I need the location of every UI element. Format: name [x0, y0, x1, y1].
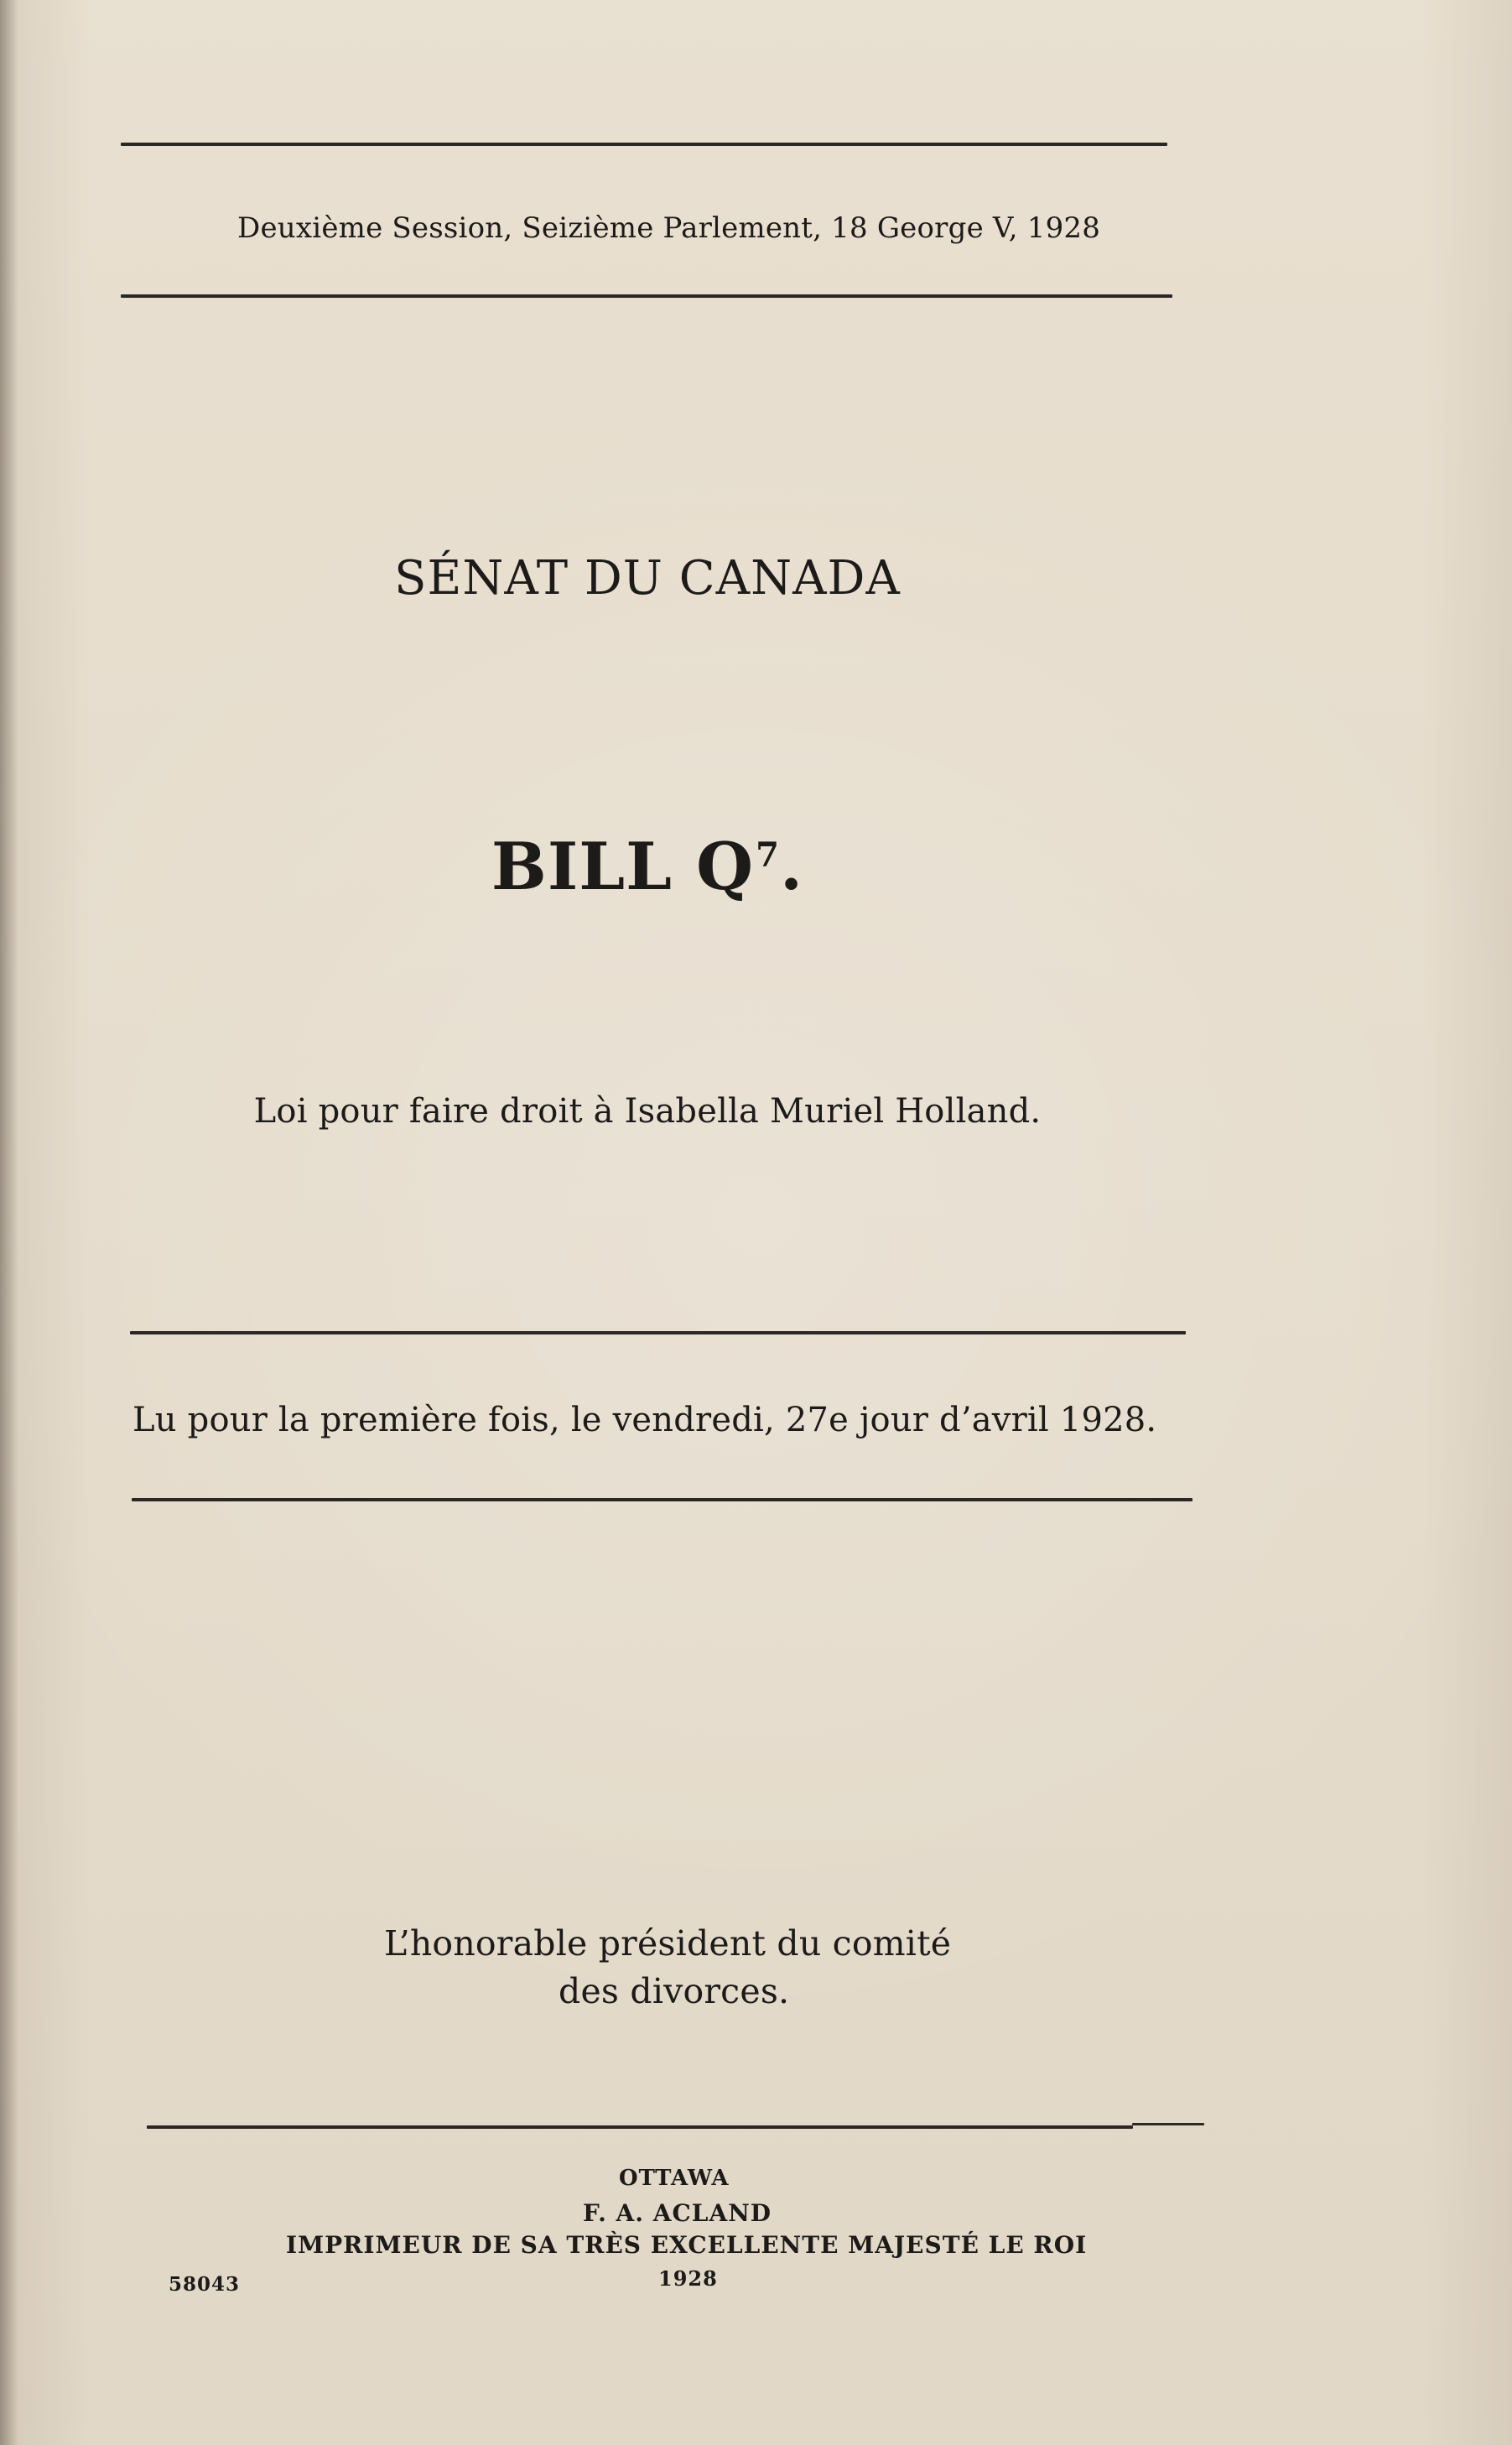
- bill-title: [0, 829, 1295, 905]
- sponsor-line-1: L’honorable président du comité: [384, 1923, 952, 1964]
- reading-top-rule: [130, 1331, 1186, 1334]
- law-title: Loi pour faire droit à Isabella Muriel Holland.: [253, 1092, 1042, 1131]
- job-number: 58043: [169, 2273, 241, 2296]
- senate-title: SÉNAT DU CANADA: [394, 551, 901, 606]
- bill-suffix: .: [779, 829, 804, 905]
- imprint-printer: F. A. ACLAND: [583, 2199, 772, 2227]
- reading-bottom-rule: [132, 1498, 1192, 1501]
- top-rule: [121, 143, 1167, 146]
- imprint-office: IMPRIMEUR DE SA TRÈS EXCELLENTE MAJESTÉ LE ROI: [286, 2231, 1088, 2259]
- imprint-rule-extension: [1132, 2123, 1204, 2125]
- imprint-rule-main: [147, 2125, 1133, 2129]
- binding-shadow: [0, 0, 18, 2445]
- sponsor-line-2: des divorces.: [559, 1971, 790, 2011]
- imprint-year: 1928: [658, 2266, 718, 2291]
- bill-superscript: 7: [756, 835, 780, 875]
- imprint-city: OTTAWA: [619, 2166, 730, 2191]
- session-bottom-rule: [121, 294, 1172, 298]
- session-line: Deuxième Session, Seizième Parlement, 18 George V, 1928: [237, 211, 1101, 245]
- first-reading-line: Lu pour la première fois, le vendredi, 27e jour d’avril 1928.: [132, 1401, 1157, 1439]
- bill-prefix: BILL Q: [491, 829, 755, 905]
